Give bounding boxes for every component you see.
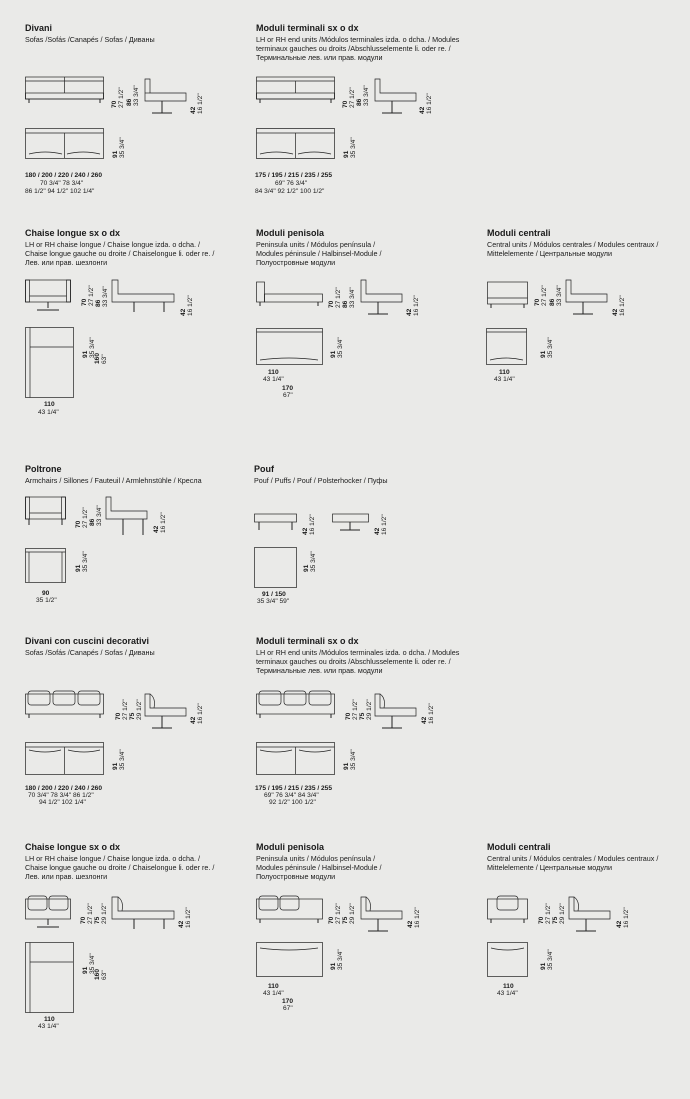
central-cushions-top-view: [487, 942, 529, 980]
armchair-width: 90: [42, 590, 50, 597]
depth-dim: 91 35 3/4": [343, 137, 357, 158]
height-dim: 86 33 3/4": [356, 85, 370, 106]
armchair-front-view: [25, 495, 69, 527]
height-dim: 75 29 1/2": [552, 903, 566, 924]
peninsula-front-view: [256, 280, 324, 308]
pouf-side-view: [332, 512, 372, 534]
chaise-width-in: 43 1/4": [38, 409, 59, 416]
section-subtitle: LH or RH chaise longue / Chaise longue izda. o dcha. / Chaise longue gauche ou droite / Chaiselongue li. oder re. / Лев. или прав. шезлонги: [25, 854, 215, 882]
section-terminali: [256, 23, 459, 63]
height-dim: 70 27 1/2": [80, 903, 94, 924]
height-dim: 75 29 1/2": [94, 903, 108, 924]
height-dim: 86 33 3/4": [342, 287, 356, 308]
section-subtitle: Peninsula units / Módulos península / Modules péninsule / Halbinsel-Module / Полуостровные модули: [256, 240, 382, 268]
height-dim: 75 29 1/2": [359, 699, 373, 720]
section-title: Moduli centrali: [487, 842, 551, 852]
section-chaise: [25, 228, 214, 268]
sofa-cushions-in2: 94 1/2" 102 1/4": [39, 799, 86, 806]
end-cushions-in2: 92 1/2" 100 1/2": [269, 799, 316, 806]
height-dim: 86 33 3/4": [95, 286, 109, 307]
peninsula-cushions-width2-in: 67": [283, 1005, 293, 1012]
peninsula-cushions-front-view: [256, 895, 324, 925]
height-dim: 70 27 1/2": [328, 287, 342, 308]
section-subtitle: Pouf / Puffs / Pouf / Polsterhocker / Пуфы: [254, 476, 388, 485]
section-subtitle: Sofas /Sofás /Canapés / Sofas / Диваны: [25, 648, 155, 657]
section-title: Poltrone: [25, 464, 62, 474]
end-cushions-in1: 69" 76 3/4" 84 3/4": [264, 792, 319, 799]
height-dim: 75 29 1/2": [342, 903, 356, 924]
depth-dim: 91 35 3/4": [540, 949, 554, 970]
sofa-cushions-side-view: [142, 690, 187, 732]
sofa-front-view: [25, 75, 105, 105]
depth-dim: 91 35 3/4": [82, 953, 96, 974]
section-centrali: [487, 228, 658, 258]
section-poltrone: [25, 464, 202, 485]
seat-height-dim: 42 16 1/2": [190, 703, 204, 724]
peninsula-width: 110: [268, 369, 279, 376]
peninsula-cushions-width: 110: [268, 983, 279, 990]
height-dim: 70 27 1/2": [345, 699, 359, 720]
peninsula-cushions-top-view: [256, 942, 324, 980]
chaise-top-view: [25, 327, 75, 399]
seat-height-dim: 42 16 1/2": [612, 295, 626, 316]
section-penisola-2: [256, 842, 381, 882]
pouf-width: 91 / 150: [262, 591, 286, 598]
section-subtitle: Armchairs / Sillones / Fauteuil / Armlehnstühle / Кресла: [25, 476, 202, 485]
chaise-front-view: [25, 278, 73, 314]
armchair-width-in: 35 1/2": [36, 597, 57, 604]
height-dim: 86 33 3/4": [126, 85, 140, 106]
height-dim: 75 29 1/2": [129, 699, 143, 720]
sofa-top-view: [25, 128, 105, 162]
height-dim: 70 27 1/2": [342, 87, 356, 108]
section-subtitle: Sofas /Sofás /Canapés / Sofas / Диваны: [25, 35, 155, 44]
depth-dim: 91 35 3/4": [303, 551, 317, 572]
depth-dim: 91 35 3/4": [112, 137, 126, 158]
peninsula-cushions-width-in: 43 1/4": [263, 990, 284, 997]
chaise-cushions-top-view: [25, 942, 75, 1014]
sofa-cushions-in1: 70 3/4" 78 3/4" 86 1/2": [28, 792, 94, 799]
central-cushions-front-view: [487, 895, 529, 927]
depth-dim: 91 35 3/4": [330, 337, 344, 358]
central-side-view: [563, 278, 609, 318]
peninsula-width2-in: 67": [283, 392, 293, 399]
depth-dim: 91 35 3/4": [540, 337, 554, 358]
depth-dim: 91 35 3/4": [343, 749, 357, 770]
peninsula-side-view: [358, 278, 404, 318]
end-cushions-side-view: [372, 690, 417, 732]
height-dim: 70 27 1/2": [538, 903, 552, 924]
seat-height-dim: 42 16 1/2": [407, 907, 421, 928]
sofa-widths: 180 / 200 / 220 / 240 / 260: [25, 172, 102, 179]
section-title: Divani: [25, 23, 53, 33]
section-title: Divani con cuscini decorativi: [25, 636, 150, 646]
seat-height-dim: 42 16 1/2": [616, 907, 630, 928]
armchair-side-view: [103, 495, 148, 539]
section-title: Chaise longue sx o dx: [25, 228, 121, 238]
peninsula-width2: 170: [282, 385, 294, 392]
chaise-side-view: [110, 278, 175, 316]
pouf-top-view: [254, 547, 298, 589]
chaise-cushions-front-view: [25, 895, 73, 931]
armchair-top-view: [25, 548, 69, 586]
end-widths-in1: 69" 76 3/4": [275, 180, 308, 187]
depth-dim: 160 63": [94, 352, 108, 364]
sofa-cushions-top-view: [25, 742, 105, 778]
sofa-side-view: [142, 77, 187, 117]
central-width-in: 43 1/4": [494, 376, 515, 383]
central-cushions-width-in: 43 1/4": [497, 990, 518, 997]
chaise-width: 110: [44, 401, 55, 408]
section-centrali-2: [487, 842, 658, 872]
section-subtitle: Peninsula units / Módulos península / Modules péninsule / Halbinsel-Module / Полуостровные модули: [256, 854, 382, 882]
section-divani-cuscini: [25, 636, 155, 657]
height-dim: 70 27 1/2": [81, 285, 95, 306]
section-terminali-2: [256, 636, 459, 676]
end-cushions-top-view: [256, 742, 336, 778]
seat-height-dim: 42 16 1/2": [419, 93, 433, 114]
depth-dim: 91 35 3/4": [82, 337, 96, 358]
sofa-widths-in2: 86 1/2" 94 1/2" 102 1/4": [25, 188, 95, 195]
end-unit-front-view: [256, 75, 336, 105]
seat-height-dim: 42 16 1/2": [421, 703, 435, 724]
chaise-cushions-width: 110: [44, 1016, 55, 1023]
end-unit-top-view: [256, 128, 336, 162]
depth-dim: 91 35 3/4": [112, 749, 126, 770]
height-dim: 86 33 3/4": [89, 505, 103, 526]
depth-dim: 91 35 3/4": [330, 949, 344, 970]
central-cushions-width: 110: [503, 983, 514, 990]
depth-dim: 160 63": [94, 968, 108, 980]
peninsula-top-view: [256, 328, 324, 368]
section-subtitle: LH or RH chaise longue / Chaise longue izda. o dcha. / Chaise longue gauche ou droite / Chaiselongue li. oder re. / Лев. или прав. шезлонги: [25, 240, 215, 268]
section-subtitle: LH or RH end units /Módulos terminales izda. o dcha. / Modules terminaux gauches ou droits /Abschlusselemente li. oder re. / Терминальные лев. или прав. модули: [256, 35, 460, 63]
section-title: Moduli penisola: [256, 228, 325, 238]
sofa-cushions-front-view: [25, 690, 105, 720]
height-dim: 70 27 1/2": [328, 903, 342, 924]
seat-height-dim: 42 16 1/2": [180, 295, 194, 316]
height-dim: 86 33 3/4": [549, 285, 563, 306]
pouf-width-in: 35 3/4" 59": [257, 598, 290, 605]
central-width: 110: [499, 369, 510, 376]
end-widths: 175 / 195 / 215 / 235 / 255: [255, 172, 332, 179]
seat-height-dim: 42 16 1/2": [190, 93, 204, 114]
section-subtitle: Central units / Módulos centrales / Modules centraux / Mittelelemente / Центральные модули: [487, 854, 659, 873]
seat-height-dim: 42 16 1/2": [153, 512, 167, 533]
height-dim: 70 27 1/2": [534, 285, 548, 306]
section-title: Chaise longue sx o dx: [25, 842, 121, 852]
section-pouf: [254, 464, 387, 485]
section-title: Moduli terminali sx o dx: [256, 636, 359, 646]
seat-height-dim: 42 16 1/2": [406, 295, 420, 316]
chaise-cushions-width-in: 43 1/4": [38, 1023, 59, 1030]
section-title: Moduli centrali: [487, 228, 551, 238]
section-title: Pouf: [254, 464, 274, 474]
section-subtitle: Central units / Módulos centrales / Modules centraux / Mittelelemente / Центральные модули: [487, 240, 659, 259]
central-cushions-side-view: [566, 893, 612, 935]
seat-height-dim: 42 16 1/2": [178, 907, 192, 928]
section-divani: [25, 23, 155, 44]
end-cushions-widths: 175 / 195 / 215 / 235 / 255: [255, 785, 332, 792]
end-widths-in2: 84 3/4" 92 1/2" 100 1/2": [255, 188, 325, 195]
seat-height-dim: 42 16 1/2": [302, 514, 316, 535]
section-subtitle: LH or RH end units /Módulos terminales izda. o dcha. / Modules terminaux gauches ou droits /Abschlusselemente li. oder re. / Терминальные лев. или прав. модули: [256, 648, 460, 676]
central-top-view: [486, 328, 528, 368]
sofa-widths-in1: 70 3/4" 78 3/4": [40, 180, 84, 187]
section-title: Moduli penisola: [256, 842, 325, 852]
depth-dim: 91 35 3/4": [75, 551, 89, 572]
height-dim: 70 27 1/2": [111, 87, 125, 108]
peninsula-width-in: 43 1/4": [263, 376, 284, 383]
end-unit-side-view: [372, 77, 417, 117]
peninsula-cushions-side-view: [358, 893, 404, 935]
peninsula-cushions-width2: 170: [282, 998, 294, 1005]
section-chaise-2: [25, 842, 214, 882]
height-dim: 70 27 1/2": [115, 699, 129, 720]
end-cushions-front-view: [256, 690, 336, 720]
central-front-view: [487, 280, 529, 312]
sofa-cushions-widths: 180 / 200 / 220 / 240 / 260: [25, 785, 102, 792]
chaise-cushions-side-view: [110, 893, 175, 933]
height-dim: 70 27 1/2": [75, 507, 89, 528]
seat-height-dim: 42 16 1/2": [374, 514, 388, 535]
pouf-front-view: [254, 512, 298, 534]
section-title: Moduli terminali sx o dx: [256, 23, 359, 33]
section-penisola: [256, 228, 381, 268]
